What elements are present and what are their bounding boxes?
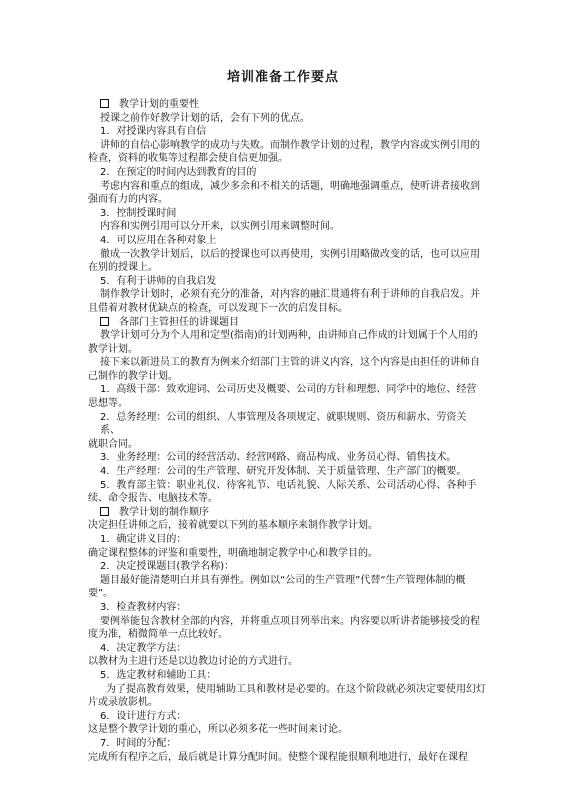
body-text-line: 3．业务经理：公司的经营活动、经营网路、商品构成、业务员心得、销售技术。 — [100, 452, 457, 464]
body-text-line: 徹成一次教学计划后，以后的授课也可以再使用，实例引用略做改变的话，也可以应用 — [100, 248, 480, 260]
checkbox-icon — [100, 507, 109, 516]
body-text-line: 3．控制授课时间 — [100, 207, 177, 219]
body-text-line: 考虑内容和重点的组成，减少多余和不相关的话题，明确地强调重点，使听讲者接收到 — [100, 180, 480, 192]
body-text-line: 4．生产经理：公司的生产管理、研究开发体制、关于质量管理、生产部门的概要。 — [100, 466, 467, 478]
body-text-line: 完成所有程序之后，最后就是计算分配时间。使整个课程能很顺利地进行，最好在课程 — [88, 751, 468, 763]
body-text-line: 要”。 — [88, 588, 114, 600]
body-text-line: 5．选定教材和辅助工具： — [100, 669, 217, 681]
body-text-line: 思想等。 — [88, 398, 128, 410]
section-heading — [88, 506, 486, 520]
body-text-line: 教学计划。 — [88, 343, 138, 355]
body-text-line: 就职合同。 — [88, 438, 138, 450]
section-heading — [88, 98, 486, 112]
body-text-line: 题目最好能清楚明白并具有弹性。例如以“公司的生产管理”代替“生产管理体制的概 — [100, 574, 466, 586]
body-text-line: 度为准，稍微简单一点比较好。 — [88, 629, 228, 641]
checkbox-icon — [100, 317, 109, 326]
section-heading-text: 教学计划的重要性 — [119, 99, 199, 110]
body-text-line: 要例举能包含教材全部的内容，并将重点项目列举出来。内容要以听讲者能够接受的程 — [100, 615, 480, 627]
body-text-line: 检查，资料的收集等过程都会使自信更加强。 — [88, 153, 288, 165]
checkbox-icon — [100, 99, 109, 108]
body-text-line: 2．总务经理：公司的组织、人事管理及各项规定、就职规则、资历和薪水、劳资关系、 — [100, 411, 467, 437]
body-text-line: 2．在预定的时间内达到教育的目的 — [100, 166, 257, 178]
body-text-line: 5．教育部主管：职业礼仪、待客礼节、电话礼貌、人际关系、公司活动心得、各种手 — [100, 479, 477, 491]
body-text-line: 3．检查教材内容： — [100, 601, 187, 613]
body-text-line: 内容和实例引用可以分开来，以实例引用来调整时间。 — [100, 221, 340, 233]
body-text-line: 以教材为主进行还是以边教边讨论的方式进行。 — [88, 656, 298, 668]
section-heading-text: 各部门主管担任的讲课题目 — [119, 316, 239, 328]
body-text-line: 己制作的教学计划。 — [88, 370, 178, 382]
body-text-line: 授课之前作好教学计划的话，会有下列的优点。 — [100, 112, 310, 124]
body-text-line: 在别的授课上。 — [88, 262, 158, 274]
body-text-line: 为了提高教育效果，使用辅助工具和教材是必要的。在这个阶段就必须决定要使用幻灯 — [106, 683, 486, 695]
body-text-line: 讲师的自信心影响教学的成功与失败。而制作教学计划的过程，教学内容或实例引用的 — [100, 139, 480, 151]
body-text-line: 续、命令报告、电脑技术等。 — [88, 493, 218, 505]
body-text-line: 片或录放影机。 — [88, 697, 158, 709]
body-text-line: 4．决定教学方法： — [100, 642, 187, 654]
body-text-line: 1．高级干部：致欢迎词、公司历史及概要、公司的方针和理想、同学中的地位、经营 — [100, 384, 477, 396]
body-text-line: 接下来以新进员工的教育为例来介绍部门主管的讲义内容，这个内容是由担任的讲师自 — [100, 357, 480, 369]
body-text-line: 2．决定授课题目(教学名称)： — [100, 561, 235, 573]
document-title: 培训准备工作要点 — [226, 70, 339, 85]
body-text-line: 7．时间的分配： — [100, 737, 177, 749]
section-heading — [88, 316, 486, 330]
section-heading-text: 教学计划的制作顺序 — [119, 506, 209, 518]
body-text-line: 这是整个教学计划的重心，所以必须多花一些时间来讨论。 — [88, 724, 348, 736]
body-text-line: 决定担任讲师之后，接着就要以下列的基本顺序来制作教学计划。 — [88, 520, 378, 532]
body-text-line: 1．确定讲义目的： — [100, 534, 187, 545]
body-text-line: 确定课程整体的评鉴和重要性，明确地制定教学中心和教学目的。 — [88, 547, 378, 559]
body-text-line: 制作教学计划时，必须有充分的准备，对内容的融汇贯通将有利于讲师的自我启发。并 — [100, 289, 480, 301]
body-text-line: 且借着对教材优缺点的检查，可以发现下一次的启发目标。 — [88, 302, 348, 314]
body-text-line: 4．可以应用在各种对象上 — [100, 234, 217, 246]
document-body — [88, 98, 486, 764]
body-text-line: 强而有力的内容。 — [88, 194, 168, 206]
body-text-line: 5．有利于讲师的自我启发 — [100, 275, 217, 287]
body-text-line: 6．设计进行方式： — [100, 710, 187, 722]
body-text-line: 1．对授课内容具有自信 — [100, 126, 207, 138]
body-text-line: 教学计划可分为个人用和定型(指南)的计划两种，由讲师自己作成的计划属于个人用的 — [100, 330, 478, 342]
